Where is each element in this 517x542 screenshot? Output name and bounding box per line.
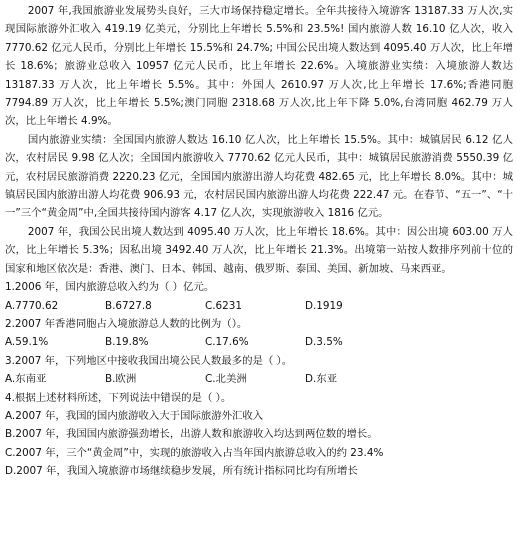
option-b: B.19.8%	[105, 336, 149, 349]
option-d: D.3.5%	[305, 336, 343, 349]
option-d: D.东亚	[305, 373, 338, 386]
option-a: A.59.1%	[5, 336, 49, 349]
option-c: C.北美洲	[205, 373, 247, 386]
paragraph-domestic-tourism: 国内旅游业实绩：全国国内旅游人数达 16.10 亿人次，比上年增长 15.5%。其中：城镇居民 6.12 亿人次，农村居民 9.98 亿人次；全国国内旅游收入 7770.62 亿元人民币，其中：城镇居民旅游消费 5550.39 亿元，农村居民旅游消费 2220.23 亿元，全国国内旅游出游人均花费 482.65 元，比上年增长 8.0%。其中：城镇居民国内旅游出游人均花费 906.93 元，农村居民国内旅游出游人均花费 222.47 元。在春节、“五一”、“十一”三个“黄金周”中,全国共接待国内游客 4.17 亿人次，实现旅游收入 1816 亿元。	[5, 133, 513, 220]
option-b: B.欧洲	[105, 373, 137, 386]
document	[5, 2, 513, 481]
option-list	[5, 297, 513, 315]
question-title: 3.2007 年，下列地区中接收我国出境公民人数最多的是（ ）。	[5, 354, 293, 367]
option-d: D.1919	[305, 299, 343, 312]
option-c: C.6231	[205, 299, 243, 312]
question-title: 4.根据上述材料所述，下列说法中错误的是（ ）。	[5, 391, 232, 404]
option-b: B.6727.8	[105, 299, 152, 312]
question-1	[5, 278, 513, 315]
question-title: 2.2007 年香港同胞占入境旅游总人数的比例为（）。	[5, 317, 248, 330]
question-2	[5, 315, 513, 352]
question-3	[5, 352, 513, 389]
question-4	[5, 389, 513, 481]
option-d: D.2007 年，我国入境旅游市场继续稳步发展，所有统计指标同比均有所增长	[5, 465, 358, 478]
option-a: A.7770.62	[5, 299, 59, 312]
option-list	[5, 370, 513, 388]
option-c: C.2007 年，三个“黄金周”中，实现的旅游收入占当年国内旅游总收入的约 23.4%	[5, 446, 384, 459]
paragraph-inbound-tourism: 2007 年,我国旅游业发展势头良好，三大市场保持稳定增长。全年共接待入境游客 13187.33 万人次,实现国际旅游外汇收入 419.19 亿美元，分别比上年增长 5.5%和 23.5%! 国内旅游人数 16.10 亿人次，收入 7770.62 亿元人民币，分别比上年增长 15.5%和 24.7%; 中国公民出境人数达到 4095.40 万人次，比上年增长 18.6%；旅游业总收入 10957 亿元人民币，比上年增长 22.6%。入境旅游业实绩：入境旅游人数达 13187.33 万人次，比上年增长 5.5%。其中：外国人 2610.97 万人次,比上年增长 17.6%;香港同胞 7794.89 万人次，比上年增长 5.5%;澳门同胞 2318.68 万人次,比上年下降 5.0%,台湾同胞 462.79 万人次，比上年增长 4.9%。	[5, 5, 513, 128]
option-a: A.2007 年，我国的国内旅游收入大于国际旅游外汇收入	[5, 409, 264, 422]
option-list	[5, 333, 513, 351]
question-title: 1.2006 年，国内旅游总收入约为（ ）亿元。	[5, 281, 215, 294]
option-b: B.2007 年，我国国内旅游强劲增长，出游人数和旅游收入均达到两位数的增长。	[5, 428, 378, 441]
option-c: C.17.6%	[205, 336, 249, 349]
option-a: A.东南亚	[5, 373, 47, 386]
paragraph-outbound-tourism: 2007 年，我国公民出境人数达到 4095.40 万人次，比上年增长 18.6%。其中：因公出境 603.00 万人次，比上年增长 5.3%；因私出境 3492.40 万人次，比上年增长 21.3%。出境第一站按人数排序列前十位的国家和地区依次是：香港、澳门、日本、韩国、越南、俄罗斯、泰国、美国、新加坡、马来西亚。	[5, 225, 513, 275]
